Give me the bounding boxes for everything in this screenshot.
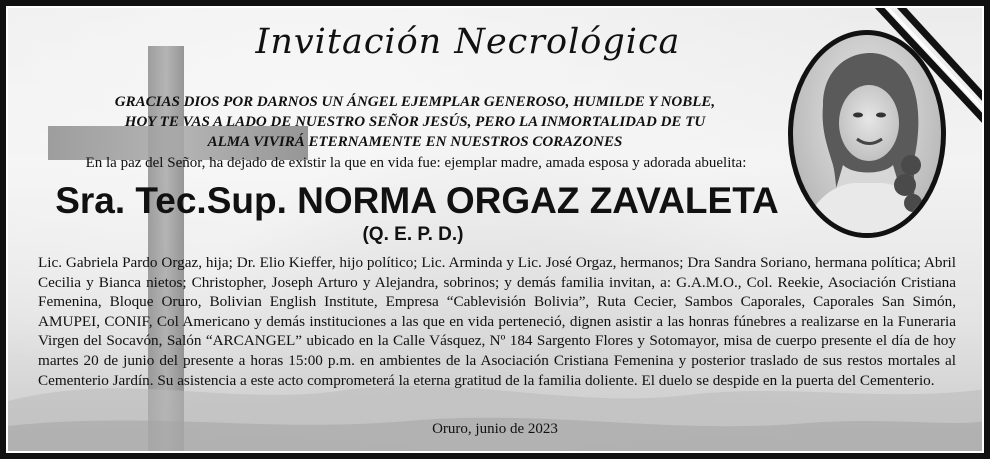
prayer-line: ALMA VIVIRÁ ETERNAMENTE EN NUESTROS CORAZONES	[207, 134, 623, 150]
portrait-photo	[788, 30, 946, 238]
prayer-line: HOY TE VAS A LADO DE NUESTRO SEÑOR JESÚS, PERO LA INMORTALIDAD DE TU	[124, 114, 706, 130]
notice-card	[6, 6, 984, 453]
notice-title: Invitación Necrológica	[255, 22, 681, 62]
portrait-silhouette	[793, 35, 941, 233]
deceased-name: Sra. Tec.Sup. NORMA ORGAZ ZAVALETA	[55, 180, 779, 221]
notice-footer: Oruro, junio de 2023	[432, 421, 558, 437]
qepd-label: (Q. E. P. D.)	[362, 224, 464, 245]
prayer-line: GRACIAS DIOS POR DARNOS UN ÁNGEL EJEMPLAR GENEROSO, HUMILDE Y NOBLE,	[114, 94, 716, 110]
portrait-image	[793, 35, 941, 233]
notice-body: Lic. Gabriela Pardo Orgaz, hija; Dr. Elio Kieffer, hijo político; Lic. Arminda y Lic. José Orgaz, hermanos; Dra Sandra Soriano, hermana política; Abril Cecilia y Bianca nietos; Christopher, Joseph Arturo y Alejandra, sobrinos; y demás familia invitan, a: G.A.M.O., Col. Reekie, Asociación Cristiana Femenina, Bloque Oruro, Bolivian English Institute, Empresa “Cablevisión Bolivia”, Ruta Cecier, Sambos Caporales, Caporales San Simón, AMUPEI, CONIF, Col Americano y demás instituciones a las que en vida perteneció, dignen asistir a las honras fúnebres a realizarse en la Funeraria Virgen del Socavón, Salón “ARCANGEL” ubicado en la Calle Vásquez, Nº 184 Sargento Flores y Sotomayor, misa de cuerpo presente el día de hoy martes 20 de junio del presente a horas 15:00 p.m. en ambientes de la Asociación Cristiana Femenina y posterior traslado de sus restos mortales al Cementerio Jardín. Su asistencia a este acto comprometerá la eterna gratitud de la familia doliente. El duelo se despide en la puerta del Cementerio.	[38, 254, 956, 389]
prayer-text	[40, 92, 790, 152]
intro-text: En la paz del Señor, ha dejado de existir la que en vida fue: ejemplar madre, amada esposa y adorada abuelita:	[85, 155, 747, 171]
